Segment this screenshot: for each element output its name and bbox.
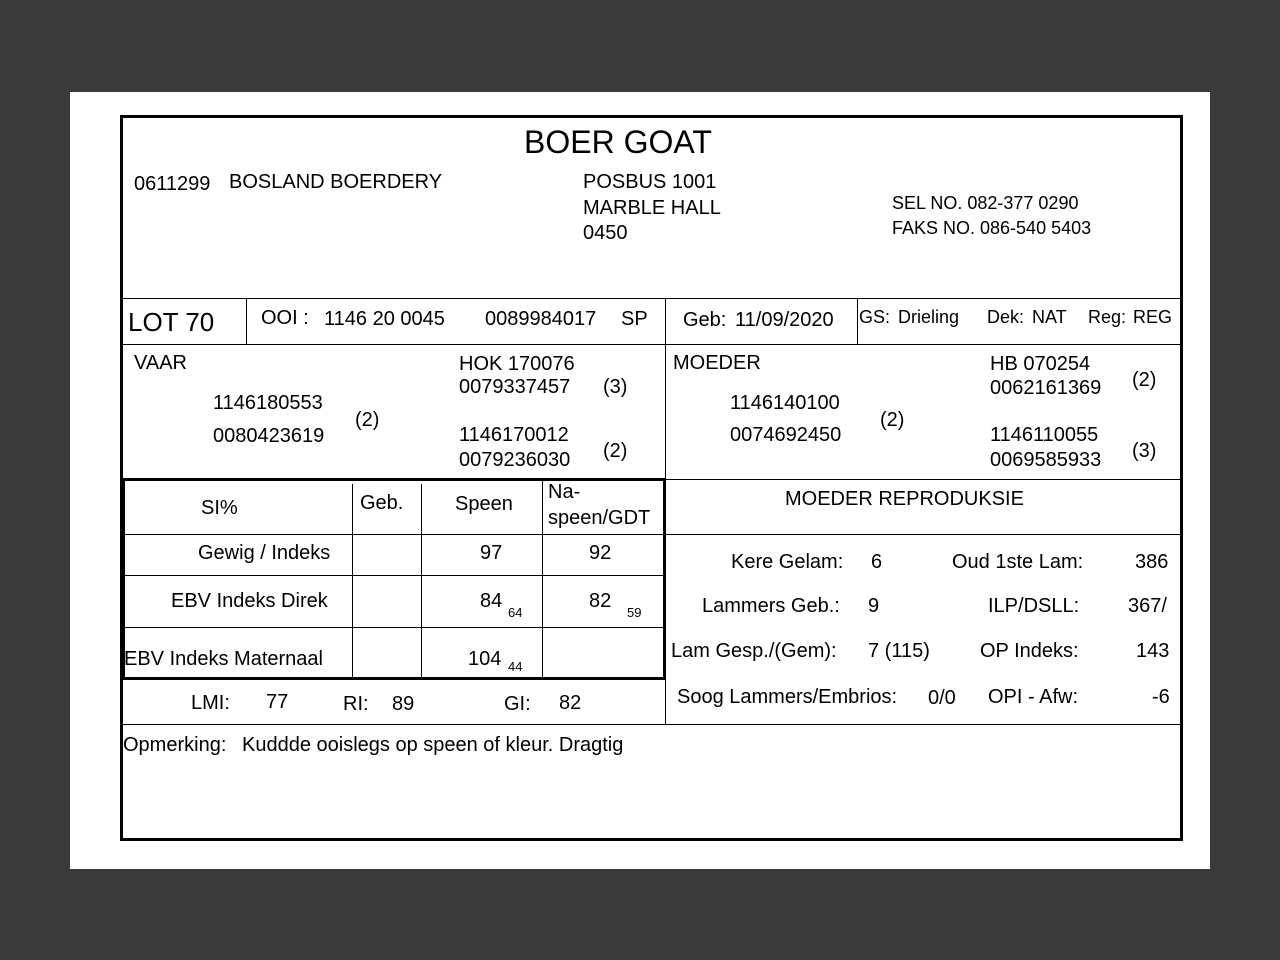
remarks-divider [121,724,1181,725]
row-maternaal-speen-sub: 44 [508,659,523,674]
table-row2-divider [121,627,665,628]
sire-grandsire-label: HOK 170076 [459,353,575,375]
lot-number: LOT 70 [128,307,215,337]
op-label: OP Indeks: [980,640,1079,662]
sire-granddam-number: 1146170012 [459,424,569,446]
dek-label: Dek: [987,307,1025,327]
row-direk-naspeen: 82 [589,590,612,612]
gi-value: 82 [559,692,582,714]
row-label-ebv-direk: EBV Indeks Direk [171,590,328,612]
col-header-speen: Speen [455,493,513,515]
soog-label: Soog Lammers/Embrios: [677,686,898,708]
pedigree-divider-right [665,479,1181,480]
col-header-naspeen-line2: speen/GDT [548,507,651,529]
geb-date: 11/09/2020 [735,309,834,331]
pedigree-divider-left [121,478,665,481]
lmi-label: LMI: [191,692,230,714]
gs-label: GS: [859,307,891,327]
gesp-label: Lam Gesp./(Gem): [671,640,837,662]
soog-value: 0/0 [928,687,956,709]
kere-gelam-label: Kere Gelam: [731,551,844,573]
col-header-naspeen-line1: Na- [548,481,581,503]
dam-number: 1146140100 [730,392,840,414]
dam-count: (2) [880,409,905,431]
dek-value: NAT [1032,307,1067,327]
geb-cell-divider [857,298,858,344]
sire-label: VAAR [134,352,187,374]
table-col-geb-divider [421,484,422,677]
geb-label: Geb: [683,309,727,331]
row-direk-speen: 84 [480,590,503,612]
gs-value: Drieling [898,307,960,327]
row-label-gewig: Gewig / Indeks [198,542,331,564]
reproduction-title: MOEDER REPRODUKSIE [785,488,1024,510]
dam-granddam-number: 1146110055 [990,424,1099,446]
lmi-value: 77 [266,691,289,713]
oud-value: 386 [1135,551,1169,573]
table-col-si-divider [352,484,353,677]
sire-grandsire-count: (3) [603,376,628,398]
fax-number: FAKS NO. 086-540 5403 [892,218,1092,238]
sire-id: 0080423619 [213,425,325,447]
remarks-text: Kuddde ooislegs op speen of kleur. Dragtig [242,734,624,756]
breeder-name: BOSLAND BOERDERY [229,171,443,193]
breeder-code: 0611299 [134,173,211,195]
header-divider [121,298,1181,299]
row-gewig-naspeen: 92 [589,542,612,564]
dam-grandsire-label: HB 070254 [990,353,1091,375]
ooi-code: SP [621,308,648,330]
row-gewig-speen: 97 [480,542,503,564]
op-value: 143 [1136,640,1170,662]
table-bottom-divider [121,677,666,680]
reg-value: REG [1133,307,1173,327]
lot-cell-divider [246,298,247,344]
opi-label: OPI - Afw: [988,686,1079,708]
ri-value: 89 [392,693,415,715]
sire-granddam-count: (2) [603,440,628,462]
gi-label: GI: [504,693,531,715]
col-header-geb: Geb. [360,492,404,514]
dam-grandsire-id: 0062161369 [990,377,1102,399]
dam-granddam-id: 0069585933 [990,449,1102,471]
frame-top [120,115,1183,118]
table-right-border [663,478,666,678]
reg-label: Reg: [1088,307,1127,327]
ri-label: RI: [343,693,369,715]
ooi-number: 1146 20 0045 [324,308,445,330]
kere-gelam-value: 6 [871,551,883,573]
address-line-2: MARBLE HALL [583,197,721,219]
lammers-value: 9 [868,595,880,617]
table-header-divider [121,534,1181,535]
table-row1-divider [121,575,665,576]
ooi-id: 0089984017 [485,308,597,330]
cell-number: SEL NO. 082-377 0290 [892,193,1079,213]
address-line-1: POSBUS 1001 [583,171,717,193]
remarks-label: Opmerking: [123,734,227,756]
dam-id: 0074692450 [730,424,842,446]
row-direk-speen-sub: 64 [508,605,523,620]
lot-row-divider [121,344,1181,345]
ilp-label: ILP/DSLL: [988,595,1080,617]
sire-number: 1146180553 [213,392,323,414]
oud-label: Oud 1ste Lam: [952,551,1084,573]
sire-granddam-id: 0079236030 [459,449,571,471]
dam-label: MOEDER [673,352,761,374]
ooi-label: OOI : [261,307,309,329]
row-direk-naspeen-sub: 59 [627,605,642,620]
dam-granddam-count: (3) [1132,440,1157,462]
address-line-3: 0450 [583,222,628,244]
table-col-speen-divider [542,479,543,677]
opi-value: -6 [1152,686,1170,708]
ilp-value: 367/ [1128,595,1167,617]
dam-grandsire-count: (2) [1132,369,1157,391]
card-title: BOER GOAT [524,124,712,160]
gesp-value: 7 (115) [868,640,930,662]
col-header-si: SI% [201,497,238,519]
row-label-ebv-maternaal: EBV Indeks Maternaal [124,648,323,670]
row-maternaal-speen: 104 [468,648,502,670]
lammers-label: Lammers Geb.: [702,595,840,617]
sire-grandsire-id: 0079337457 [459,376,571,398]
frame-bottom [120,838,1183,841]
sire-count: (2) [355,409,380,431]
frame-right [1180,115,1183,841]
